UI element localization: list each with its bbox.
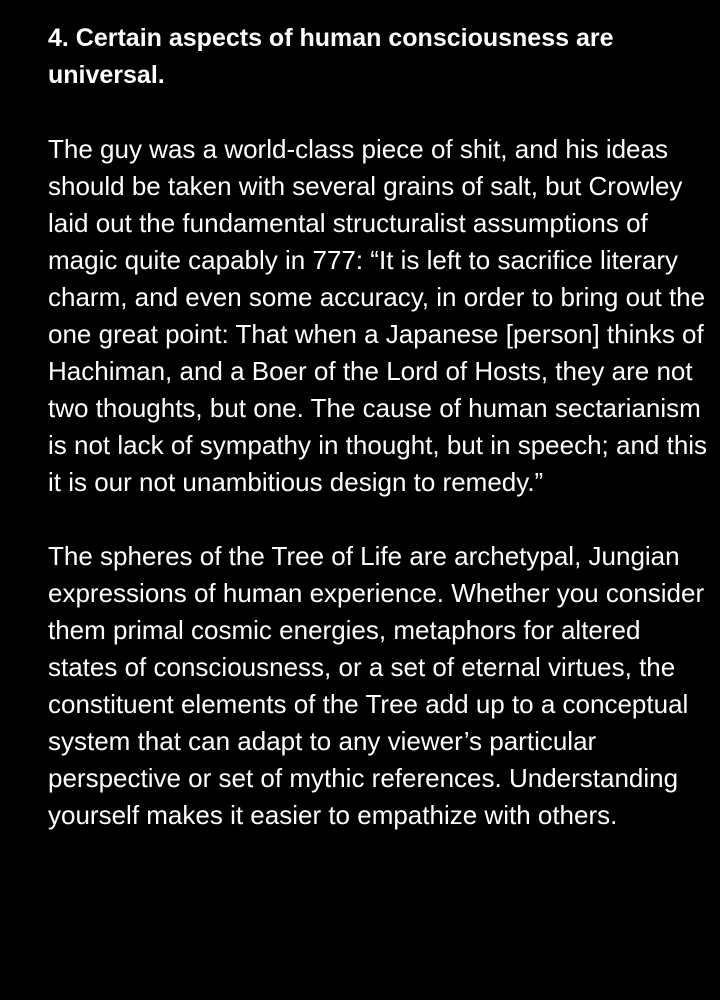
document-body xyxy=(48,20,708,834)
section-heading: 4. Certain aspects of human consciousness are universal. xyxy=(48,24,614,89)
paragraph-tree-of-life: The spheres of the Tree of Life are archetypal, Jungian expressions of human experience. Whether you consider them primal cosmic energies, metaphors for altered states of consciousness, or a set of eternal virtues, the constituent elements of the Tree add up to a conceptual system that can adapt to any viewer’s particular perspective or set of mythic references. Understanding yourself makes it easier to empathize with others. xyxy=(48,541,705,830)
paragraph-crowley-quote: The guy was a world-class piece of shit, and his ideas should be taken with several grains of salt, but Crowley laid out the fundamental structuralist assumptions of magic quite capably in 777: “It is left to sacrifice literary charm, and even some accuracy, in order to bring out the one great point: That when a Japanese [person] thinks of Hachiman, and a Boer of the Lord of Hosts, they are not two thoughts, but one. The cause of human sectarianism is not lack of sympathy in thought, but in speech; and this it is our not unambitious design to remedy.” xyxy=(48,134,708,497)
